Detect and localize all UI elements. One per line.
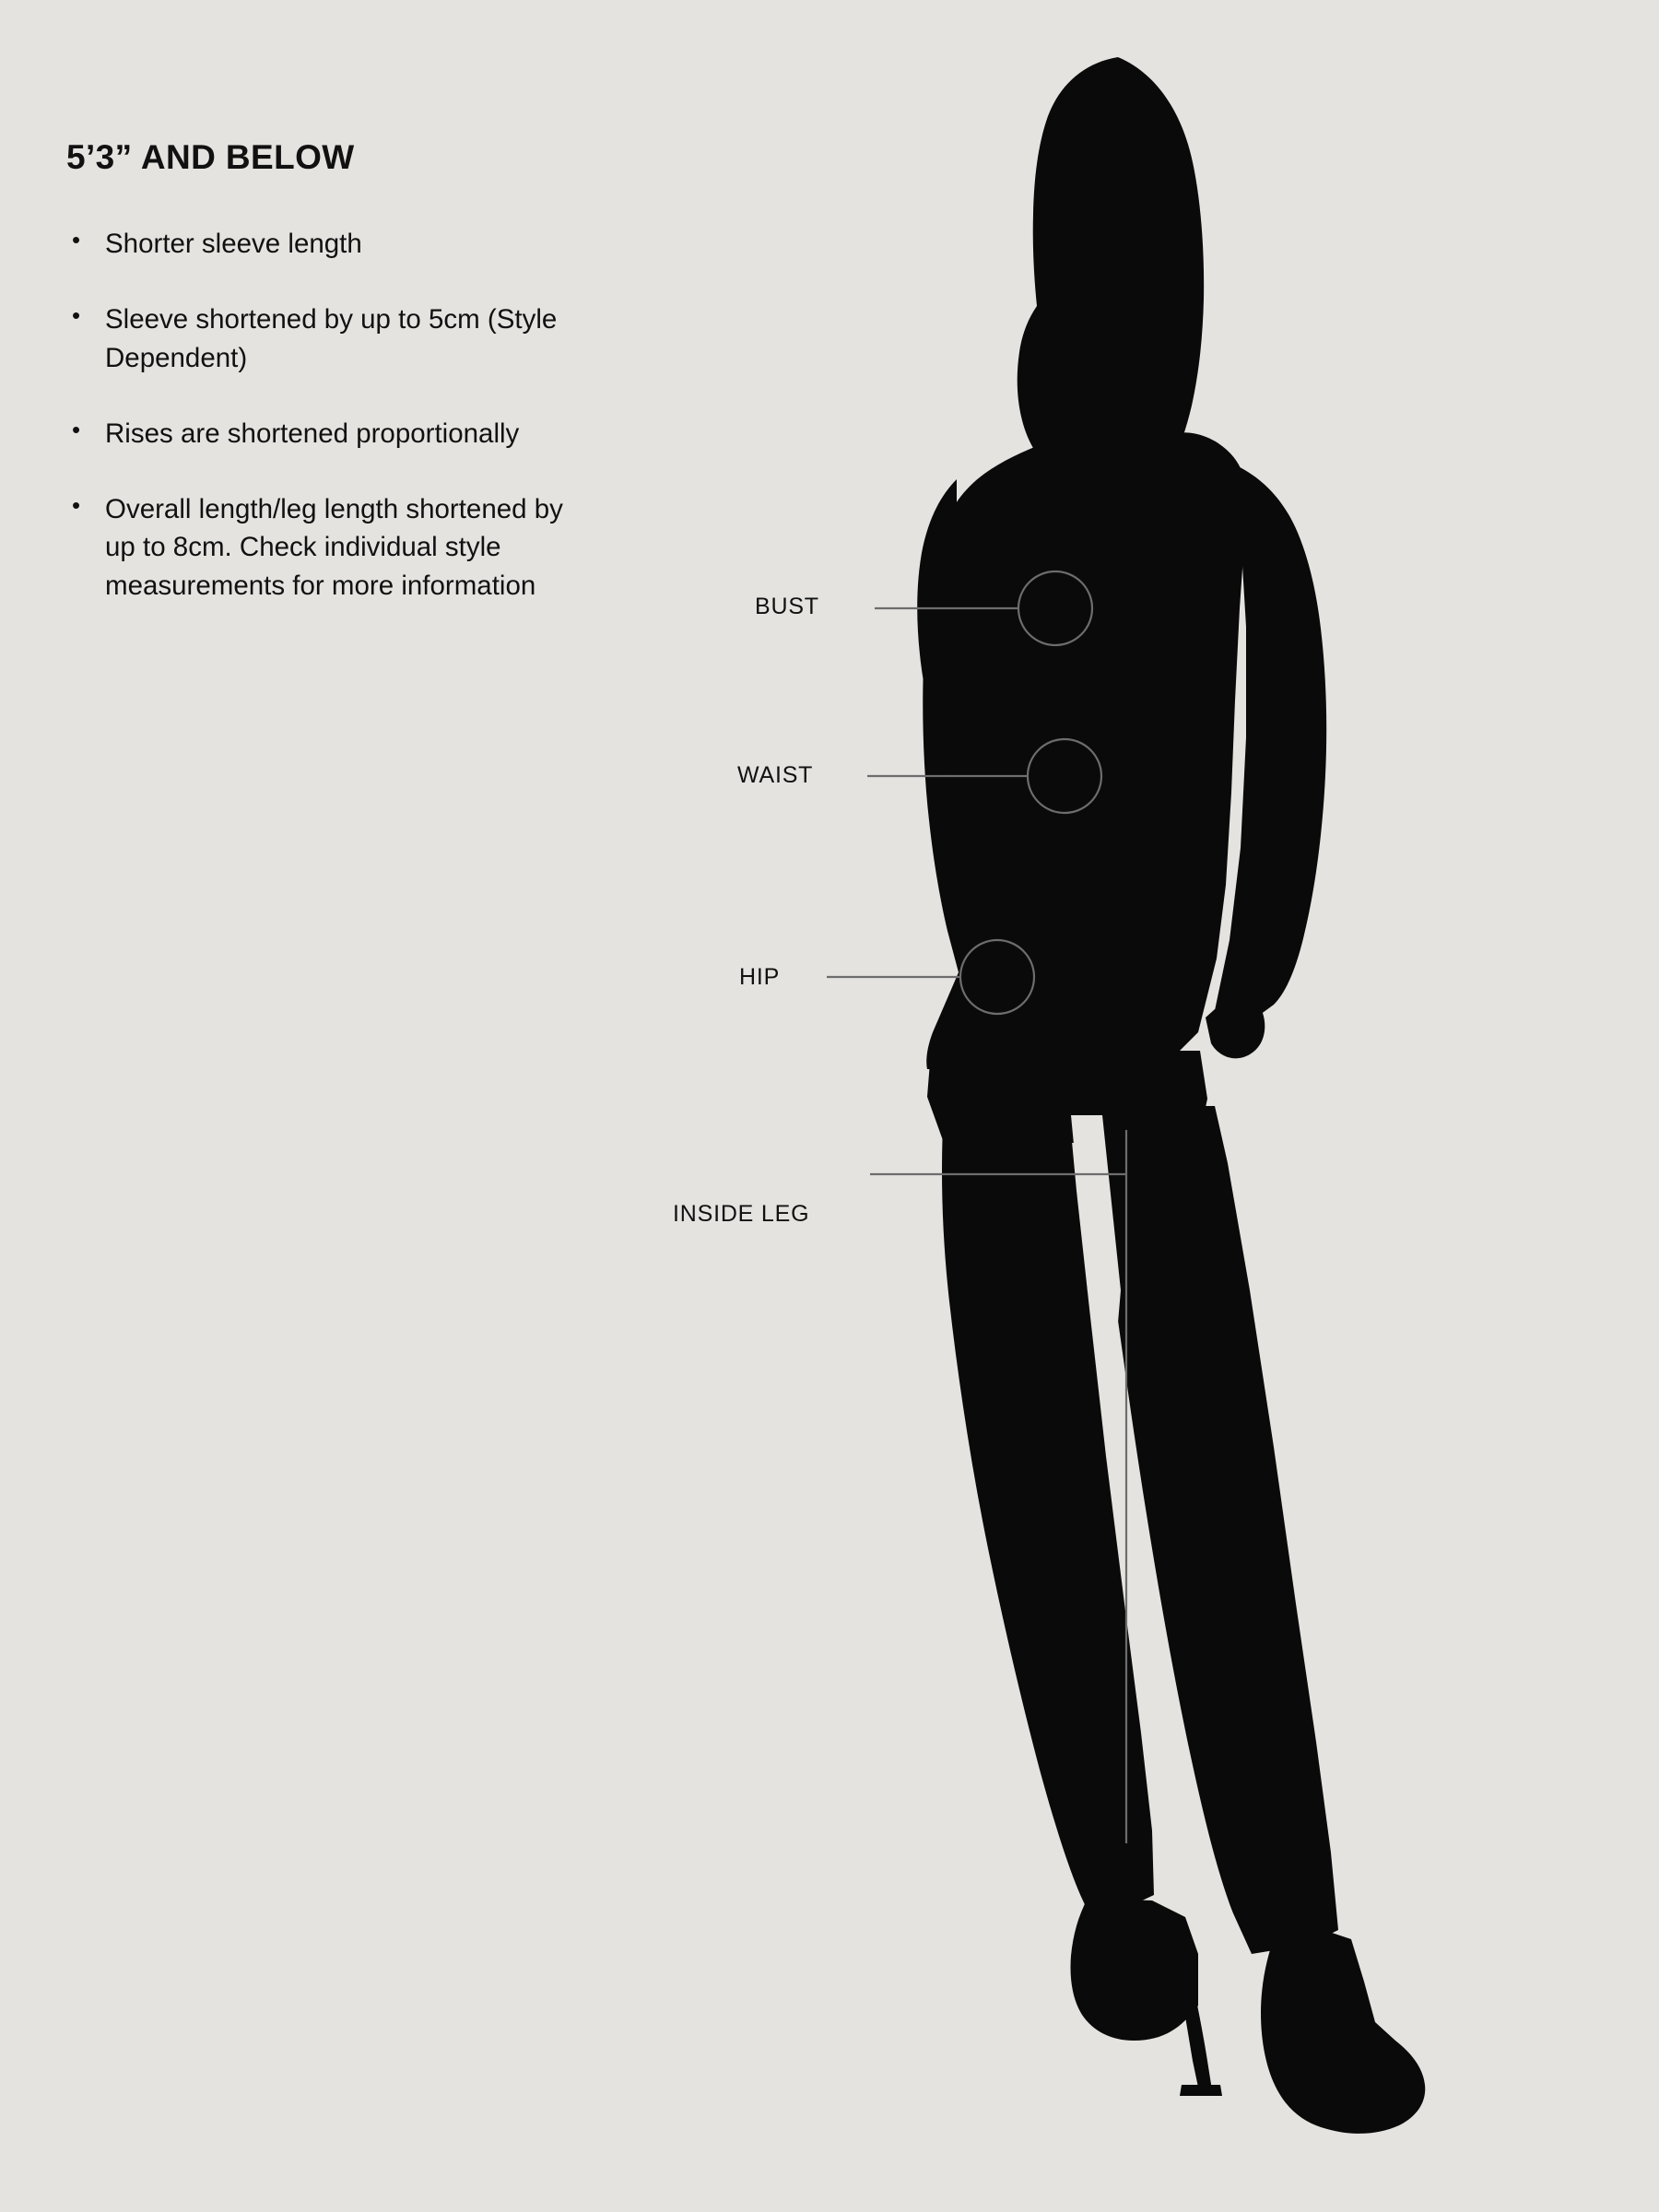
list-item-text: Overall length/leg length shortened by up to 8cm. Check individual style measurements for more information	[105, 493, 563, 602]
woman-silhouette-icon	[917, 57, 1425, 2134]
list-item	[66, 225, 582, 264]
bullet-list	[66, 225, 582, 606]
label-hip: HIP	[739, 964, 781, 990]
measurement-annotations	[827, 571, 1126, 1843]
bullet-marker-icon: •	[72, 300, 81, 329]
page-title: 5’3” AND BELOW	[66, 138, 355, 176]
label-waist: WAIST	[737, 762, 814, 788]
hip-marker-circle	[960, 940, 1034, 1014]
list-item-text: Shorter sleeve length	[105, 229, 362, 259]
list-item	[66, 490, 582, 606]
label-bust: BUST	[755, 594, 819, 619]
waist-marker-circle	[1028, 739, 1101, 813]
bullet-marker-icon: •	[72, 490, 81, 519]
list-item-text: Sleeve shortened by up to 5cm (Style Dependent)	[105, 303, 558, 373]
list-item	[66, 300, 582, 378]
list-item-text: Rises are shortened proportionally	[105, 418, 520, 449]
bullet-marker-icon: •	[72, 415, 81, 443]
list-item	[66, 415, 582, 453]
bust-marker-circle	[1018, 571, 1092, 645]
bullet-marker-icon: •	[72, 226, 81, 253]
info-panel	[66, 138, 582, 642]
label-inside-leg: INSIDE LEG	[673, 1201, 810, 1227]
